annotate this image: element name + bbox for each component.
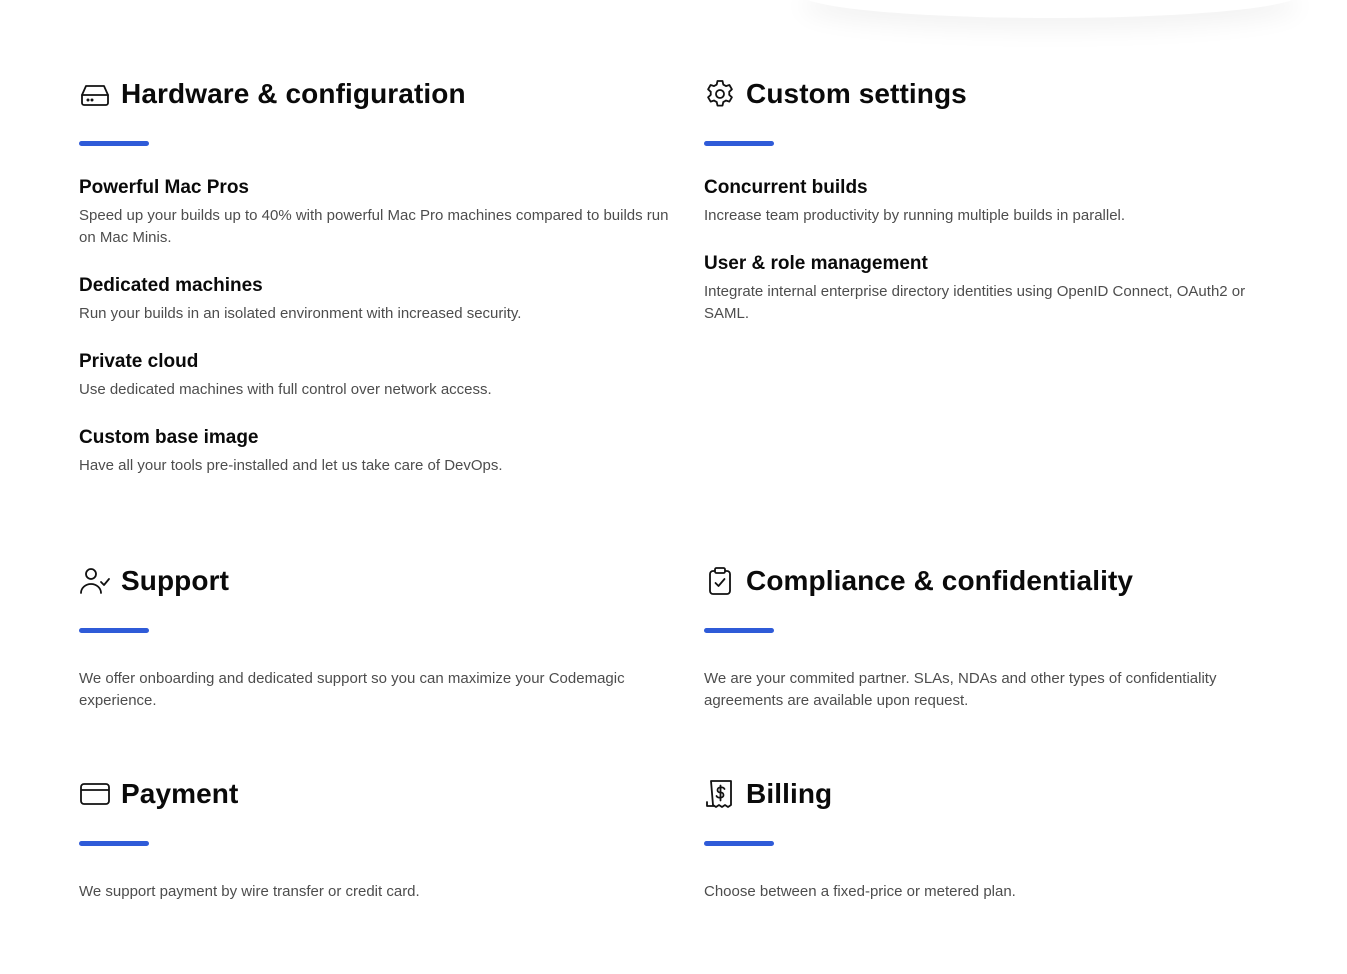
section-title: Billing [746, 778, 833, 809]
feature-description: Run your builds in an isolated environment with increased security. [79, 305, 522, 322]
section-support [79, 561, 679, 712]
feature-description: Integrate internal enterprise directory identities using OpenID Connect, OAuth2 or SAML. [704, 283, 1246, 322]
section-header [79, 561, 679, 601]
section-title: Custom settings [746, 78, 967, 109]
user-check-icon [79, 565, 111, 597]
feature-description: Increase team productivity by running multiple builds in parallel. [704, 207, 1126, 224]
section-description: We support payment by wire transfer or credit card. [79, 883, 420, 900]
accent-bar [704, 628, 774, 633]
section-title: Payment [121, 778, 239, 809]
section-header [704, 561, 1294, 601]
credit-card-icon [79, 778, 111, 810]
section-header [704, 74, 1294, 114]
feature-description: Use dedicated machines with full control over network access. [79, 381, 492, 398]
section-header [79, 774, 679, 814]
section-compliance [704, 561, 1294, 712]
feature-title: Dedicated machines [79, 275, 263, 296]
section-header [704, 774, 1294, 814]
section-title: Compliance & confidentiality [746, 565, 1134, 596]
accent-bar [79, 141, 149, 146]
feature-title: Powerful Mac Pros [79, 177, 249, 198]
clipboard-check-icon [704, 565, 736, 597]
feature-title: Private cloud [79, 351, 199, 372]
section-description: We offer onboarding and dedicated support so you can maximize your Codemagic experience. [79, 670, 625, 709]
feature-title: User & role management [704, 253, 928, 274]
section-header [79, 74, 679, 114]
accent-bar [79, 628, 149, 633]
feature-title: Custom base image [79, 427, 259, 448]
gear-icon [704, 78, 736, 110]
section-description: Choose between a fixed-price or metered plan. [704, 883, 1016, 900]
accent-bar [704, 841, 774, 846]
section-payment [79, 774, 679, 903]
section-hardware [79, 74, 679, 501]
section-title: Hardware & configuration [121, 78, 466, 109]
accent-bar [704, 141, 774, 146]
feature-list [79, 175, 679, 477]
feature-description: Have all your tools pre-installed and let us take care of DevOps. [79, 457, 503, 474]
feature-description: Speed up your builds up to 40% with powerful Mac Pro machines compared to builds run on Mac Minis. [79, 207, 669, 246]
feature-list [704, 175, 1294, 325]
feature-item [79, 349, 679, 401]
section-title: Support [121, 565, 230, 596]
section-description: We are your commited partner. SLAs, NDAs and other types of confidentiality agreements are available upon request. [704, 670, 1217, 709]
feature-item [79, 425, 679, 477]
header-shadow [800, 0, 1300, 18]
feature-title: Concurrent builds [704, 177, 868, 198]
feature-item [704, 175, 1294, 227]
invoice-dollar-icon [704, 778, 736, 810]
feature-item [79, 273, 679, 325]
hard-drive-icon [79, 78, 111, 110]
section-custom-settings [704, 74, 1294, 349]
section-billing [704, 774, 1294, 903]
feature-item [79, 175, 679, 249]
feature-item [704, 251, 1294, 325]
accent-bar [79, 841, 149, 846]
